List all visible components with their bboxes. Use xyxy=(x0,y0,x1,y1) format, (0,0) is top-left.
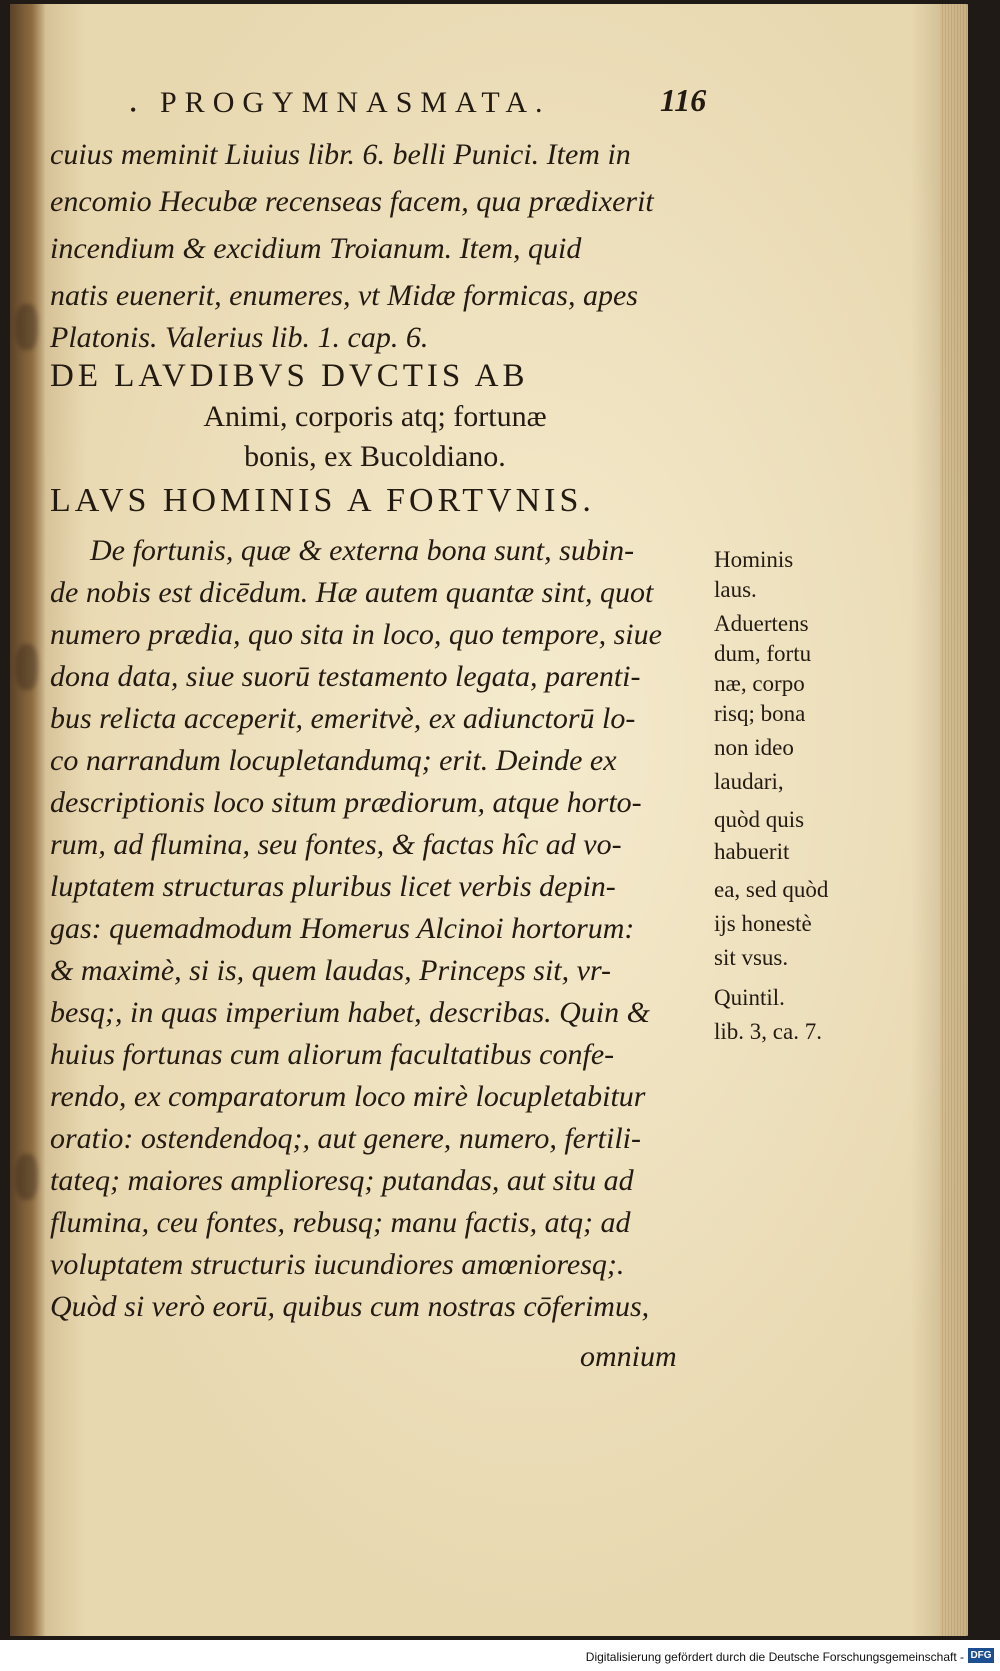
text-line: luptatem structuras pluribus licet verbis depin- xyxy=(50,870,616,903)
show-through-mark xyxy=(16,304,38,350)
margin-note-line: dum, fortu xyxy=(714,641,812,666)
margin-note-line: quòd quis xyxy=(714,807,805,832)
text-line: & maximè, si is, quem laudas, Princeps sit, vr- xyxy=(50,954,612,987)
margin-note-line: Aduertens xyxy=(714,611,809,636)
digitization-credit: Digitalisierung gefördert durch die Deutsche Forschungsgemeinschaft - xyxy=(585,1650,964,1664)
page-gutter xyxy=(10,4,46,1636)
text-line: bus relicta acceperit, emeritvè, ex adiunctorū lo- xyxy=(50,702,636,735)
margin-note-line: laus. xyxy=(714,577,757,602)
text-line: huius fortunas cum aliorum facultatibus confe- xyxy=(50,1038,615,1071)
margin-note-line: ea, sed quòd xyxy=(714,877,829,902)
section-heading-line: bonis, ex Bucoldiano. xyxy=(244,440,506,473)
margin-note-line: Quintil. xyxy=(714,985,785,1010)
margin-note-line: non ideo xyxy=(714,735,794,760)
text-line: rum, ad flumina, seu fontes, & factas hîc ad vo- xyxy=(50,828,622,861)
text-line: natis euenerit, enumeres, vt Midæ formicas, apes xyxy=(50,279,638,312)
header-bullet: • xyxy=(130,100,137,120)
margin-note-line: ijs honestè xyxy=(714,911,812,936)
show-through-mark xyxy=(16,644,38,690)
margin-note-line: habuerit xyxy=(714,839,790,864)
text-line: Quòd si verò eorū, quibus cum nostras cōferimus, xyxy=(50,1290,650,1323)
margin-note-line: sit vsus. xyxy=(714,945,789,970)
page-number: 116 xyxy=(660,82,707,118)
section-heading-line: Animi, corporis atq; fortunæ xyxy=(203,400,547,433)
margin-note-line: lib. 3, ca. 7. xyxy=(714,1019,822,1044)
running-title: PROGYMNASMATA. xyxy=(160,86,551,119)
text-line: numero prædia, quo sita in loco, quo tempore, siue xyxy=(50,618,662,651)
section-heading-line: DE LAVDIBVS DVCTIS AB xyxy=(50,358,529,394)
text-line: de nobis est dicēdum. Hæ autem quantæ sint, quot xyxy=(50,576,654,609)
running-header xyxy=(130,82,730,122)
catchword: omnium xyxy=(580,1340,677,1373)
text-line: encomio Hecubæ recenseas facem, qua prædixerit xyxy=(50,185,654,218)
text-line: oratio: ostendendoq;, aut genere, numero, fertili- xyxy=(50,1122,642,1155)
margin-note-line: Hominis xyxy=(714,547,794,572)
text-line: descriptionis loco situm prædiorum, atque horto- xyxy=(50,786,642,819)
page-edge xyxy=(940,4,968,1636)
text-line: cuius meminit Liuius libr. 6. belli Punici. Item in xyxy=(50,138,631,171)
text-line: voluptatem structuris iucundiores amœnioresq;. xyxy=(50,1248,625,1281)
text-line: Platonis. Valerius lib. 1. cap. 6. xyxy=(50,321,429,354)
text-line: rendo, ex comparatorum loco mirè locupletabitur xyxy=(50,1080,646,1113)
margin-note-line: næ, corpo xyxy=(714,671,805,696)
subheading: LAVS HOMINIS A FORTVNIS. xyxy=(50,482,595,519)
text-line: De fortunis, quæ & externa bona sunt, subin- xyxy=(90,534,635,567)
text-line: flumina, ceu fontes, rebusq; manu factis, atq; ad xyxy=(50,1206,631,1239)
margin-note-line: laudari, xyxy=(714,769,784,794)
dfg-logo: DFG xyxy=(968,1648,994,1663)
text-line: gas: quemadmodum Homerus Alcinoi hortorum: xyxy=(50,912,635,945)
margin-note-line: risq; bona xyxy=(714,701,806,726)
text-line: co narrandum locupletandumq; erit. Deinde ex xyxy=(50,744,617,777)
digitization-footer xyxy=(0,1644,1000,1671)
show-through-mark xyxy=(16,1154,38,1200)
text-line: dona data, siue suorū testamento legata, parenti- xyxy=(50,660,641,693)
text-line: besq;, in quas imperium habet, describas. Quin & xyxy=(50,996,650,1029)
text-line: tateq; maiores amplioresq; putandas, aut situ ad xyxy=(50,1164,634,1197)
text-line: incendium & excidium Troianum. Item, quid xyxy=(50,232,582,265)
